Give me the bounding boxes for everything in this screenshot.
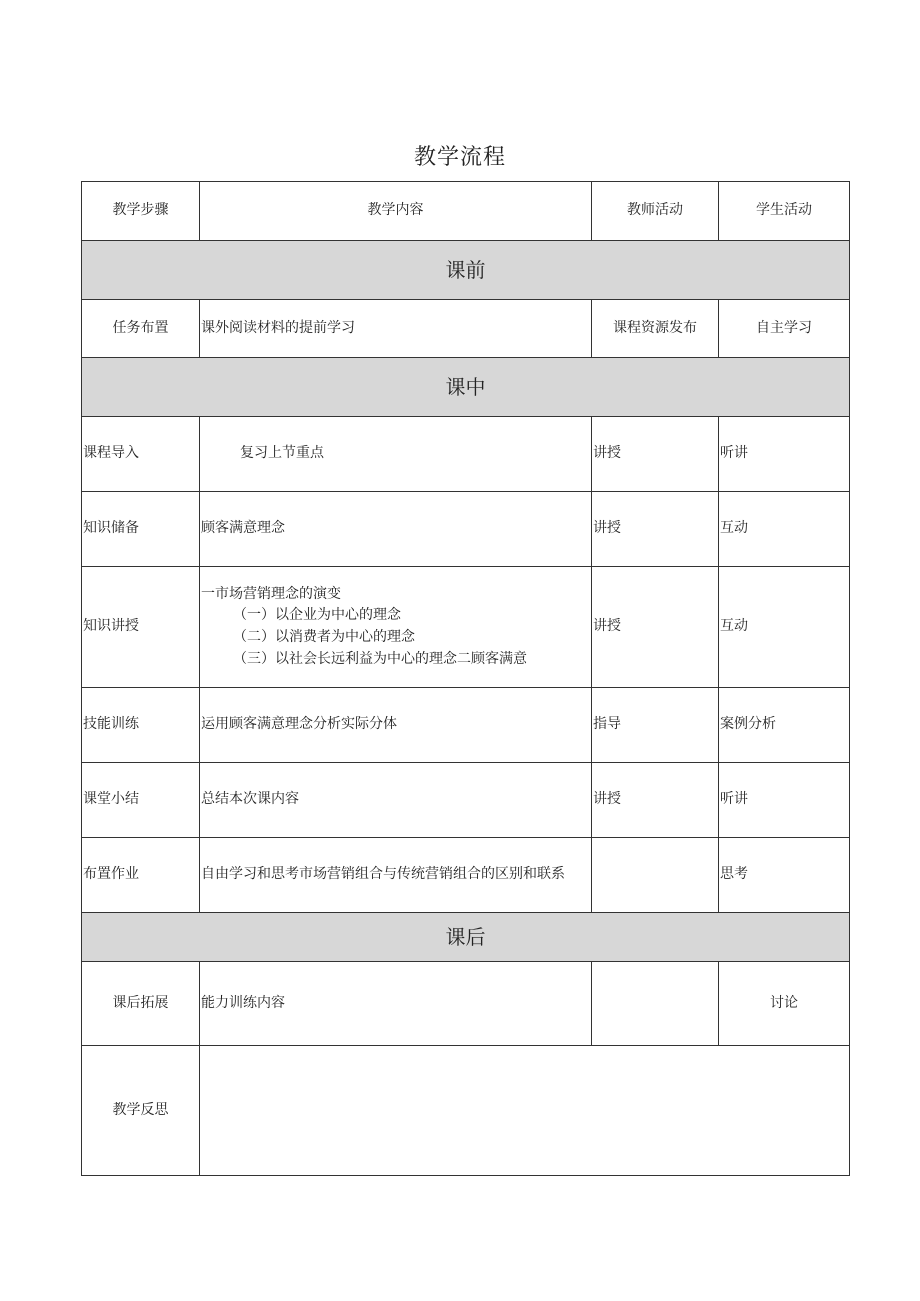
row-task-student: 自主学习	[719, 300, 850, 358]
table-row	[82, 688, 850, 763]
section-after: 课后	[82, 913, 850, 962]
row-homework-step: 布置作业	[82, 838, 200, 913]
section-after-row	[82, 913, 850, 962]
row-reserve-content: 顾客满意理念	[200, 492, 592, 567]
row-reserve-teacher: 讲授	[592, 492, 719, 567]
row-reserve-step: 知识储备	[82, 492, 200, 567]
row-task-teacher: 课程资源发布	[592, 300, 719, 358]
row-skill-student: 案例分析	[719, 688, 850, 763]
row-extension-teacher	[592, 962, 719, 1046]
table-row	[82, 567, 850, 688]
row-reserve-student: 互动	[719, 492, 850, 567]
lecture-line-2: （二）以消费者为中心的理念	[233, 629, 415, 645]
table-row	[82, 417, 850, 492]
row-extension-content: 能力训练内容	[200, 962, 592, 1046]
row-lecture-step: 知识讲授	[82, 567, 200, 688]
section-during-row	[82, 358, 850, 417]
table-row	[82, 1046, 850, 1176]
row-homework-student: 思考	[719, 838, 850, 913]
row-extension-step: 课后拓展	[82, 962, 200, 1046]
lecture-line-main: 一市场营销理念的演变	[201, 585, 341, 602]
row-intro-teacher: 讲授	[592, 417, 719, 492]
section-during: 课中	[82, 358, 850, 417]
row-intro-content: 复习上节重点	[200, 417, 592, 492]
header-teacher: 教师活动	[592, 182, 719, 241]
lecture-line-1: （一）以企业为中心的理念	[233, 607, 401, 624]
page-title: 教学流程	[413, 145, 506, 170]
row-reflection-step: 教学反思	[82, 1046, 200, 1176]
table-row	[82, 763, 850, 838]
row-intro-step: 课程导入	[82, 417, 200, 492]
header-row	[82, 182, 850, 241]
section-before-row	[82, 241, 850, 300]
row-lecture-teacher: 讲授	[592, 567, 719, 688]
row-extension-student: 讨论	[719, 962, 850, 1046]
row-summary-content: 总结本次课内容	[200, 763, 592, 838]
row-reflection-content	[200, 1046, 850, 1176]
lecture-line-3: （三）以社会长远利益为中心的理念二顾客满意	[233, 650, 527, 667]
section-before: 课前	[82, 241, 850, 300]
row-summary-student: 听讲	[719, 763, 850, 838]
row-intro-student: 听讲	[719, 417, 850, 492]
row-homework-teacher	[592, 838, 719, 913]
header-student: 学生活动	[719, 182, 850, 241]
row-task-content: 课外阅读材料的提前学习	[200, 300, 592, 358]
row-homework-content: 自由学习和思考市场营销组合与传统营销组合的区别和联系	[200, 838, 592, 913]
header-step: 教学步骤	[82, 182, 200, 241]
table-row	[82, 962, 850, 1046]
table-row	[82, 300, 850, 358]
row-summary-teacher: 讲授	[592, 763, 719, 838]
row-lecture-content	[200, 567, 592, 688]
table-row	[82, 838, 850, 913]
teaching-flow-table	[81, 181, 850, 1176]
header-content: 教学内容	[200, 182, 592, 241]
row-skill-step: 技能训练	[82, 688, 200, 763]
row-skill-content: 运用顾客满意理念分析实际分体	[200, 688, 592, 763]
row-skill-teacher: 指导	[592, 688, 719, 763]
row-summary-step: 课堂小结	[82, 763, 200, 838]
table-row	[82, 492, 850, 567]
row-task-step: 任务布置	[82, 300, 200, 358]
row-lecture-student: 互动	[719, 567, 850, 688]
